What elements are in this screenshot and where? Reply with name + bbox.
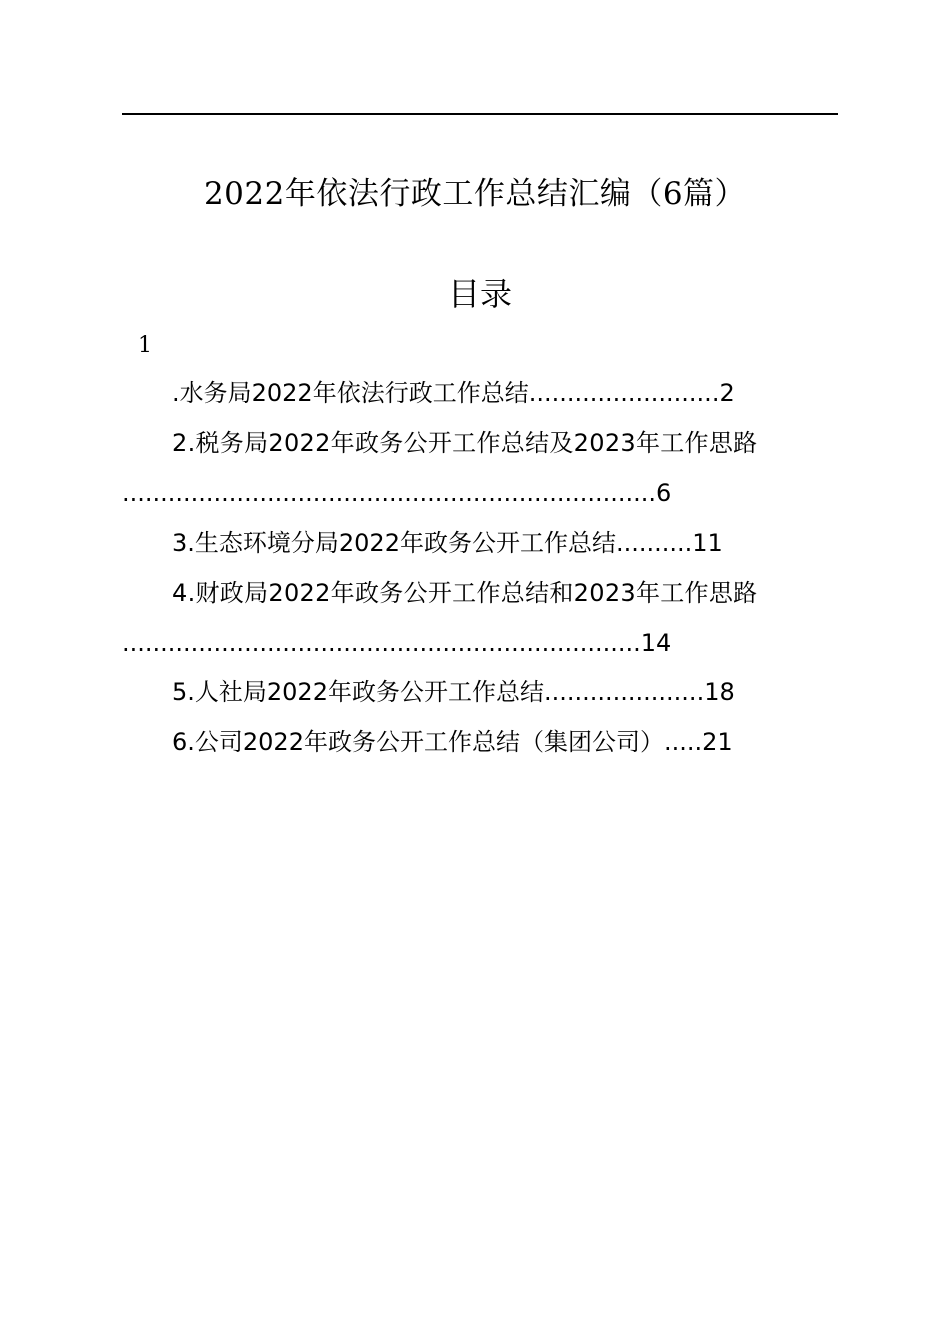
toc-page-number: 2 [719, 379, 735, 407]
toc-entry-title: 6.公司2022年政务公开工作总结（集团公司） [172, 728, 664, 756]
document-title: 2022年依法行政工作总结汇编（6篇） [203, 176, 747, 212]
toc-page-number: 18 [704, 678, 735, 706]
toc-entry-5[interactable] [172, 675, 735, 709]
toc-entry-title: 2.税务局2022年政务公开工作总结及2023年工作思路 [172, 429, 758, 457]
toc-entry-2-continuation[interactable] [122, 476, 838, 510]
toc-entry-6[interactable] [172, 725, 733, 759]
toc-page-number: 6 [656, 479, 672, 507]
toc-heading: 目录 [447, 275, 512, 313]
toc-page-number: 14 [640, 629, 672, 657]
toc-leader-dots: .......... [615, 529, 693, 557]
toc-page-number: 11 [692, 529, 723, 557]
toc-page-number: 21 [702, 728, 733, 756]
toc-entry-1[interactable] [172, 376, 735, 410]
header-rule [122, 113, 838, 115]
toc-entry-title: .水务局2022年依法行政工作总结 [172, 379, 529, 407]
toc-leader-dots: ..................... [543, 678, 705, 706]
toc-entry-title: 4.财政局2022年政务公开工作总结和2023年工作思路 [172, 579, 758, 607]
toc-leader-dots: ...................................................................... [122, 479, 657, 507]
toc-leader-dots: .................................................................... [122, 629, 641, 657]
toc-leader-dots: ......................... [528, 379, 720, 407]
toc-leader-dots: ..... [663, 728, 703, 756]
toc-entry-4-continuation[interactable] [122, 626, 838, 660]
toc-entry-2[interactable] [172, 426, 757, 460]
toc-entry-3[interactable] [172, 526, 723, 560]
toc-entry-title: 5.人社局2022年政务公开工作总结 [172, 678, 544, 706]
toc-entry-number: 1 [138, 333, 152, 358]
toc-entry-title: 3.生态环境分局2022年政务公开工作总结 [172, 529, 616, 557]
toc-entry-4[interactable] [172, 576, 757, 610]
